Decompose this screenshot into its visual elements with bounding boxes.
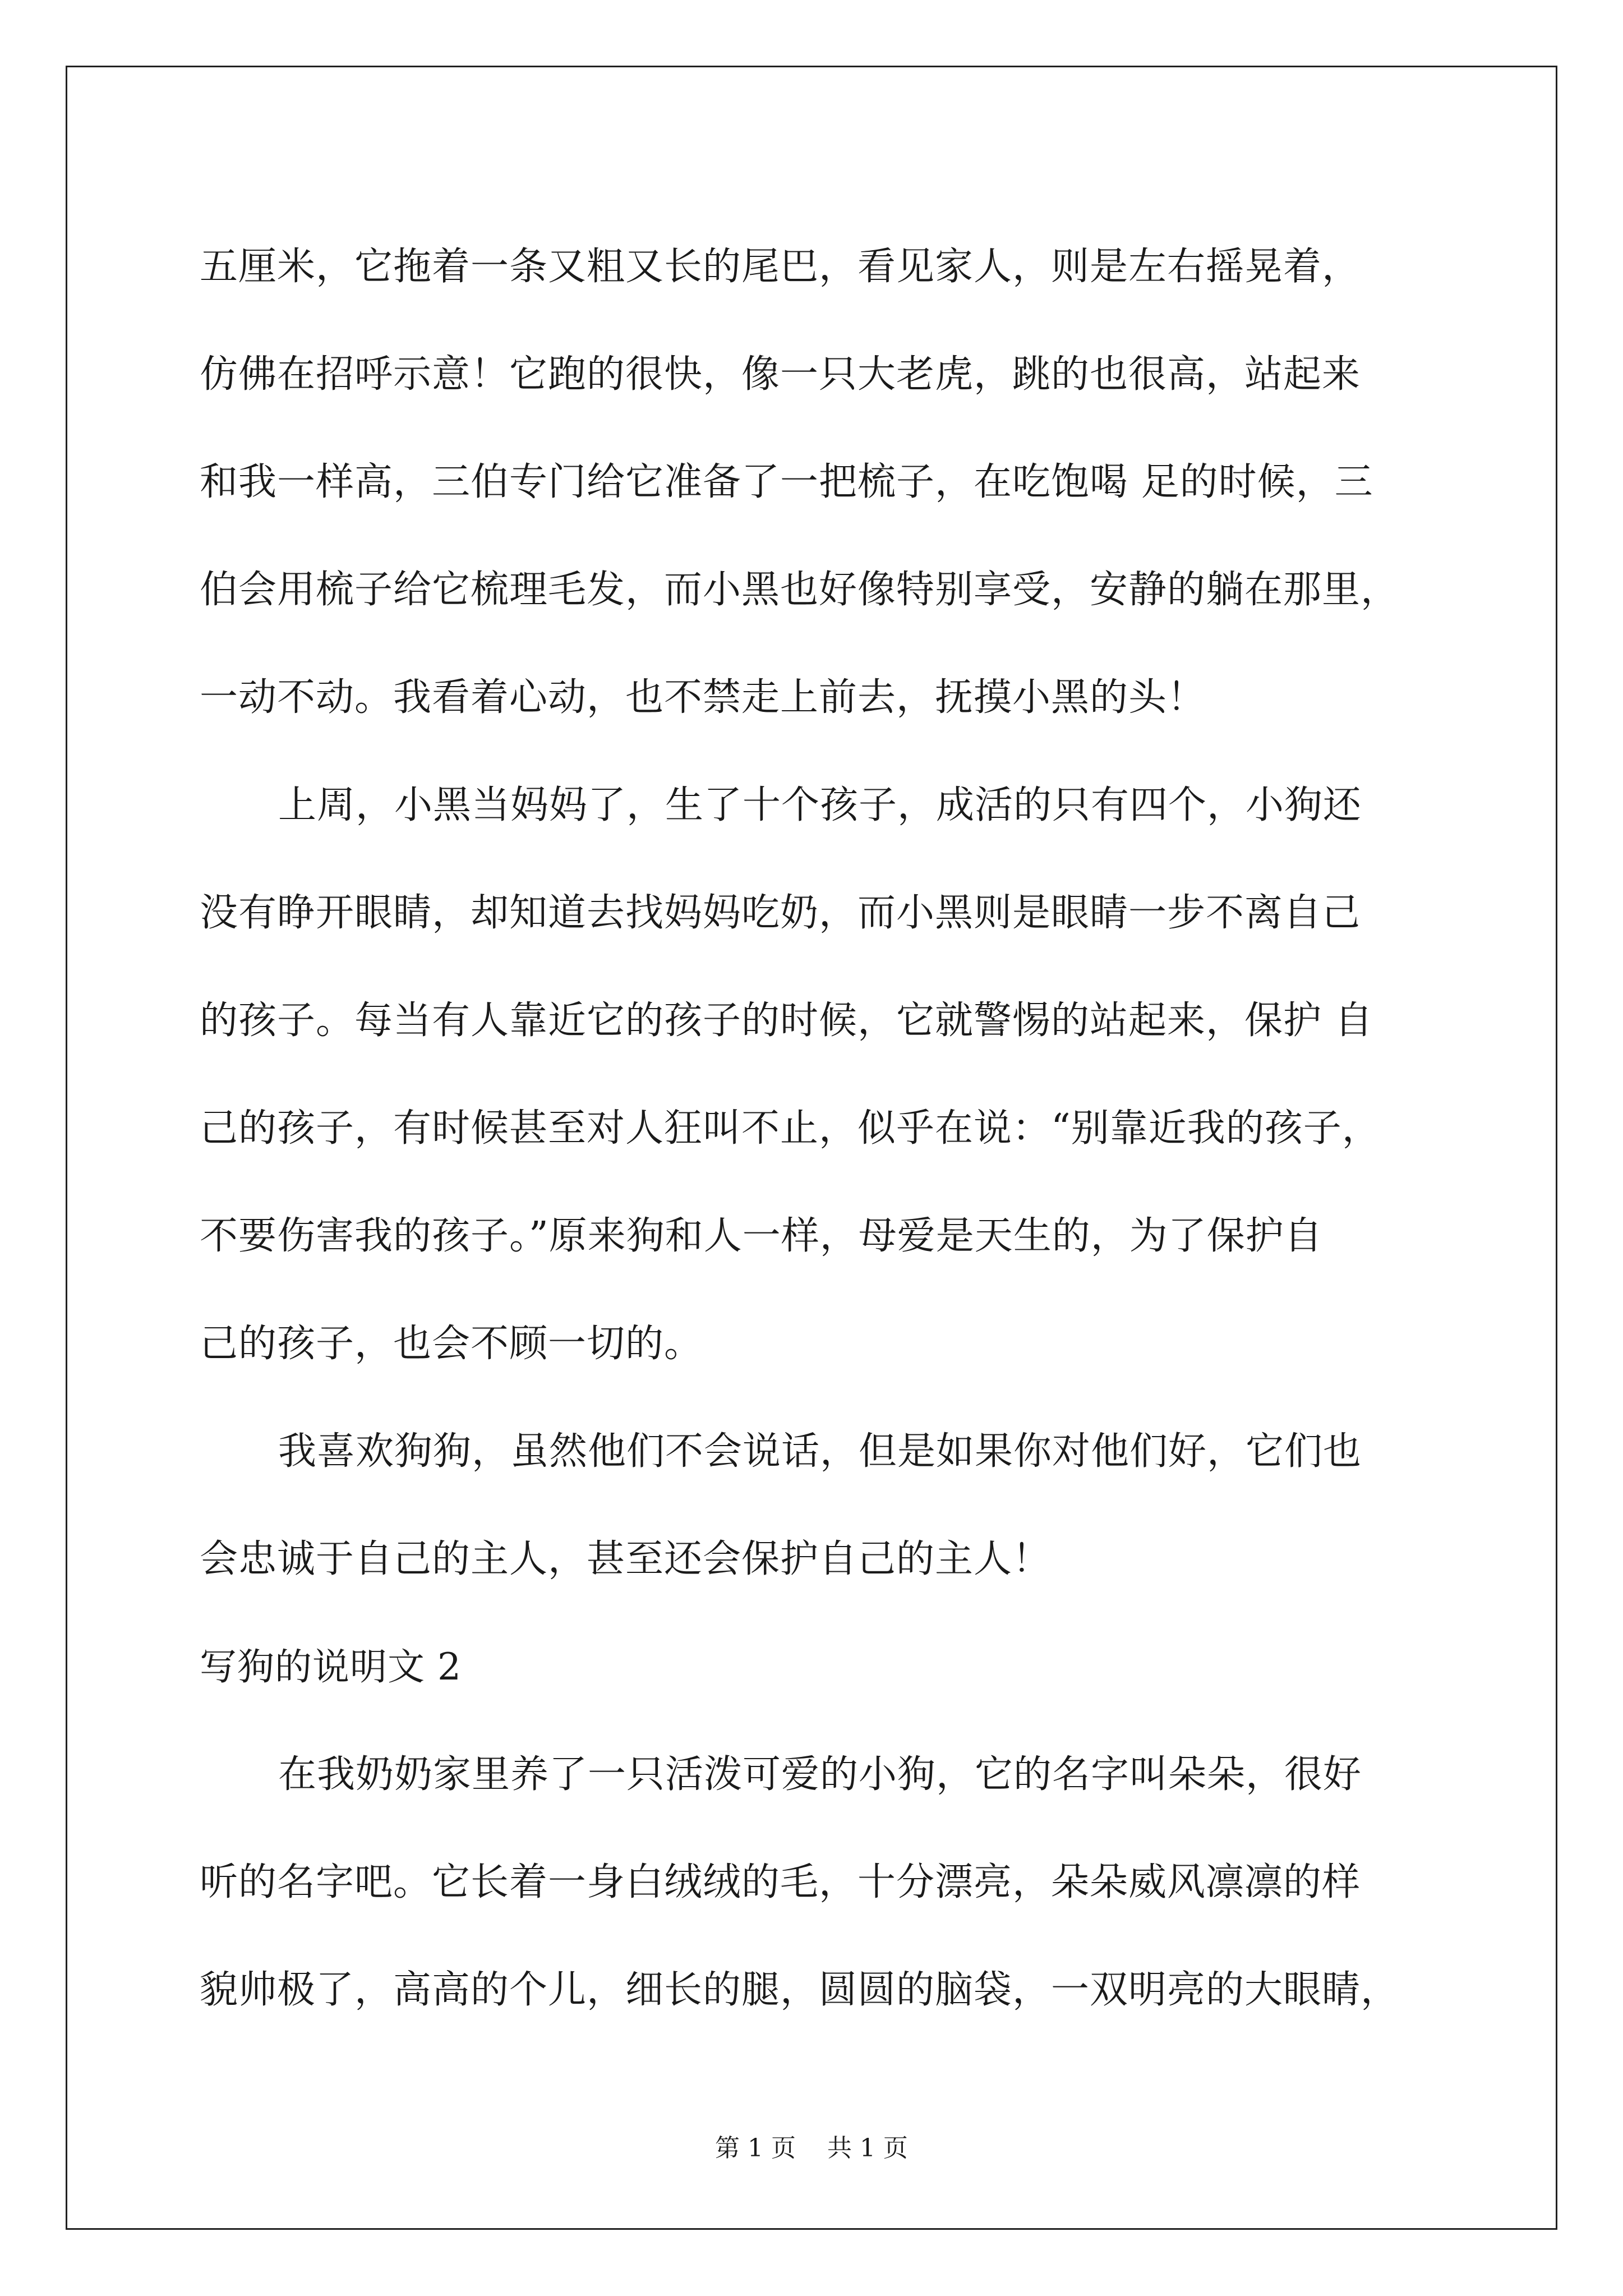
paragraph-first-line: 在我奶奶家里养了一只活泼可爱的小狗，它的名字叫朵朵，很好 [278,1752,1362,1797]
section-heading: 写狗的说明文 2 [200,1645,462,1688]
page-footer: 第 1 页 共 1 页 [715,2134,908,2162]
paragraph-first-line: 上周，小黑当妈妈了，生了十个孩子，成活的只有四个，小狗还 [278,783,1362,827]
text-line: 不要伤害我的孩子。”原来狗和人一样，母爱是天生的，为了保护自 [200,1214,1323,1258]
text-line: 貌帅极了，高高的个儿，细长的腿，圆圆的脑袋，一双明亮的大眼睛， [200,1968,1400,2012]
document-body [200,213,1439,2044]
text-line: 仿佛在招呼示意！它跑的很快，像一只大老虎，跳的也很高，站起来 [200,352,1361,397]
text-line: 会忠诚于自己的主人，甚至还会保护自己的主人！ [200,1537,1052,1581]
text-line: 己的孩子，有时候甚至对人狂叫不止，似乎在说：“别靠近我的孩子， [200,1106,1381,1151]
paragraph-first-line: 我喜欢狗狗，虽然他们不会说话，但是如果你对他们好，它们也 [278,1429,1362,1474]
text-line: 和我一样高，三伯专门给它准备了一把梳子，在吃饱喝 足的时候，三 [200,460,1373,504]
text-line: 己的孩子，也会不顾一切的。 [200,1322,703,1366]
text-line: 一动不动。我看着心动，也不禁走上前去，抚摸小黑的头！ [200,675,1206,720]
text-line: 的孩子。每当有人靠近它的孩子的时候，它就警惕的站起来，保护 自 [200,999,1373,1043]
text-line: 伯会用梳子给它梳理毛发，而小黑也好像特别享受，安静的躺在那里， [200,568,1400,612]
text-line: 没有睁开眼睛，却知道去找妈妈吃奶，而小黑则是眼睛一步不离自己 [200,891,1361,935]
text-line: 五厘米，它拖着一条又粗又长的尾巴，看见家人，则是左右摇晃着， [200,245,1361,289]
text-line: 听的名字吧。它长着一身白绒绒的毛，十分漂亮，朵朵威风凛凛的样 [200,1860,1361,1904]
